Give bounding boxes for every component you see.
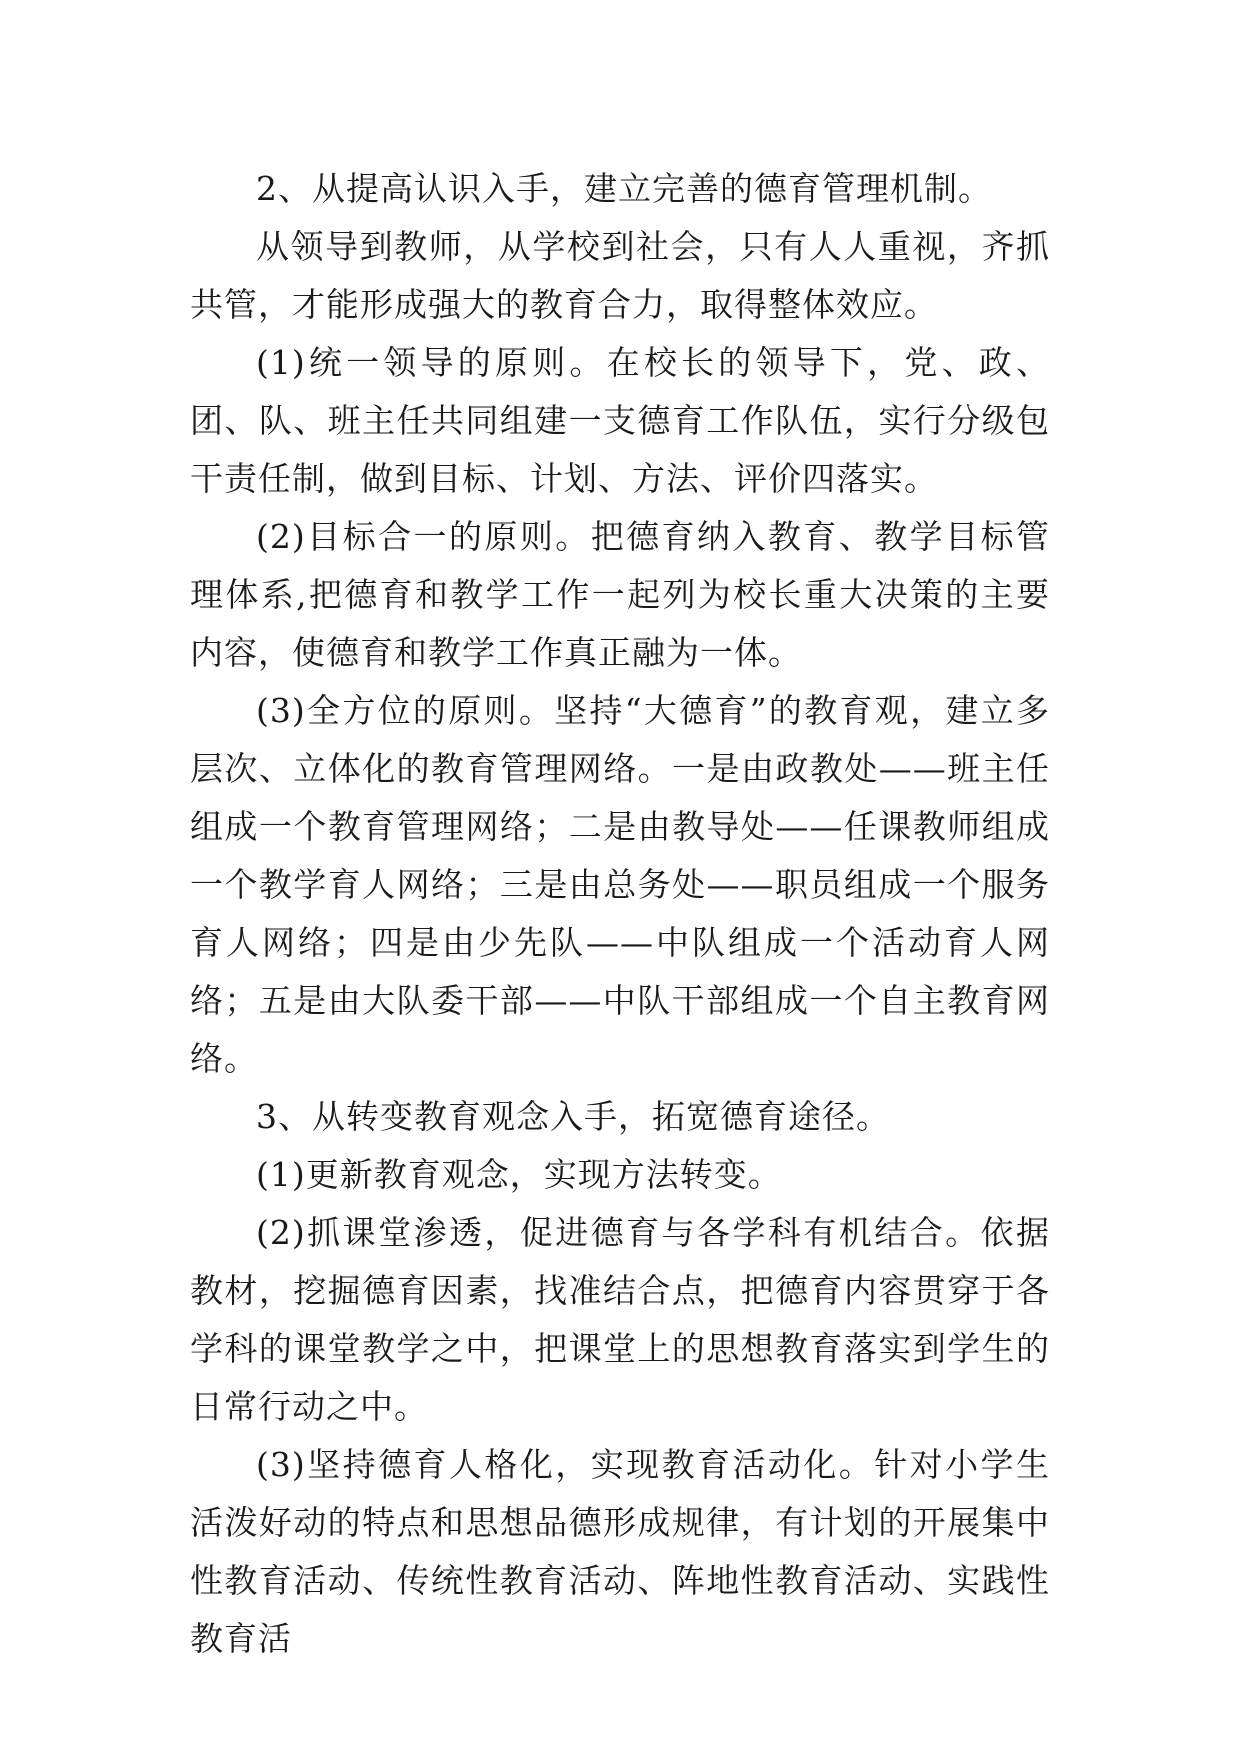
paragraph-item-2: (2)抓课堂渗透，促进德育与各学科有机结合。依据教材，挖掘德育因素，找准结合点，把德育内容贯穿于各学科的课堂教学之中，把课堂上的思想教育落实到学生的日常行动之中。 (190, 1213, 1050, 1426)
document-body (190, 160, 1050, 1668)
paragraph-principle-1: (1)统一领导的原则。在校长的领导下，党、政、团、队、班主任共同组建一支德育工作队伍，实行分级包干责任制，做到目标、计划、方法、评价四落实。 (190, 343, 1050, 498)
paragraph-principle-2: (2)目标合一的原则。把德育纳入教育、教学目标管理体系,把德育和教学工作一起列为校长重大决策的主要内容，使德育和教学工作真正融为一体。 (190, 517, 1050, 672)
paragraph-item-1: (1)更新教育观念，实现方法转变。 (256, 1155, 782, 1194)
paragraph-principle-3: (3)全方位的原则。坚持“大德育”的教育观，建立多层次、立体化的教育管理网络。一是由政教处——班主任组成一个教育管理网络；二是由教导处——任课教师组成一个教学育人网络；三是由总务处——职员组成一个服务育人网络；四是由少先队——中队组成一个活动育人网络；五是由大队委干部——中队干部组成一个自主教育网络。 (190, 691, 1050, 1078)
paragraph-section-3-heading: 3、从转变教育观念入手，拓宽德育途径。 (256, 1097, 890, 1136)
paragraph-item-3: (3)坚持德育人格化，实现教育活动化。针对小学生活泼好动的特点和思想品德形成规律，有计划的开展集中性教育活动、传统性教育活动、阵地性教育活动、实践性教育活 (190, 1445, 1050, 1658)
paragraph-section-2-heading: 2、从提高认识入手，建立完善的德育管理机制。 (256, 169, 992, 208)
paragraph-intro: 从领导到教师，从学校到社会，只有人人重视，齐抓共管，才能形成强大的教育合力，取得整体效应。 (190, 227, 1050, 324)
